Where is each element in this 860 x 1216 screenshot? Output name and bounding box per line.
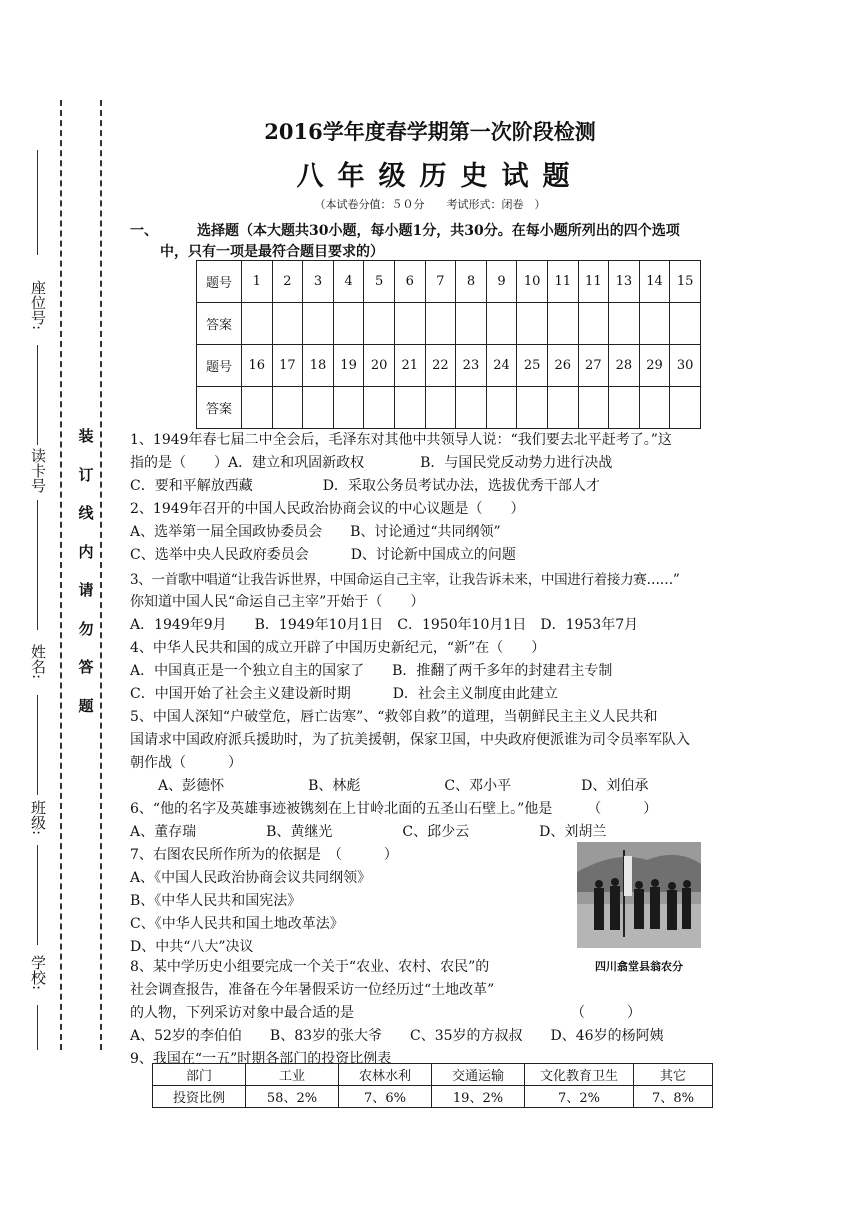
question-number: 26 bbox=[547, 345, 578, 387]
name-label: 姓名: bbox=[29, 644, 47, 680]
answer-cell[interactable] bbox=[394, 387, 425, 429]
farmers-photo-illustration bbox=[577, 842, 701, 948]
investment-table bbox=[152, 1063, 713, 1108]
question-number: 11 bbox=[547, 261, 578, 303]
answer-cell[interactable] bbox=[578, 387, 609, 429]
section-heading-line2: 中，只有一项是最符合题目要求的） bbox=[160, 244, 384, 260]
question-number: 1 bbox=[242, 261, 273, 303]
answer-cell[interactable] bbox=[517, 387, 548, 429]
seal-char: 答 bbox=[78, 658, 94, 676]
answer-cell[interactable] bbox=[456, 303, 487, 345]
answer-cell[interactable] bbox=[242, 387, 273, 429]
question-line: A、《中国人民政治协商会议共同纲领》 bbox=[130, 870, 372, 886]
photo-caption: 四川翕堂县翁农分 bbox=[595, 960, 683, 973]
question-number: 11 bbox=[578, 261, 609, 303]
answer-cell[interactable] bbox=[303, 303, 334, 345]
investment-cell: 58、2% bbox=[246, 1086, 339, 1108]
answer-cell[interactable] bbox=[303, 387, 334, 429]
question-number: 20 bbox=[364, 345, 395, 387]
question-line: A、董存瑞 B、黄继光 C、邱少云 D、刘胡兰 bbox=[130, 824, 607, 840]
answer-cell[interactable] bbox=[425, 387, 456, 429]
question-line: A．中国真正是一个独立自主的国家了 B．推翻了两千多年的封建君主专制 bbox=[130, 663, 613, 679]
question-line: C、选举中央人民政府委员会 D、讨论新中国成立的问题 bbox=[130, 547, 516, 563]
investment-cell: 投资比例 bbox=[153, 1086, 246, 1108]
question-label: 题号 bbox=[197, 345, 242, 387]
question-number: 5 bbox=[364, 261, 395, 303]
question-line: 4、中华人民共和国的成立开辟了中国历史新纪元，“新”在（ ） bbox=[130, 640, 546, 656]
answer-cell[interactable] bbox=[670, 387, 701, 429]
binding-dashed-line-outer bbox=[60, 100, 62, 1050]
question-line: 7、右图农民所作所为的依据是 （ ） bbox=[130, 847, 398, 863]
question-line: A．1949年9月 B．1949年10月1日 C．1950年10月1日 D．1953年7月 bbox=[130, 617, 639, 633]
answer-cell[interactable] bbox=[609, 387, 640, 429]
question-number: 10 bbox=[517, 261, 548, 303]
question-line: C、《中华人民共和国土地改革法》 bbox=[130, 916, 344, 932]
exam-subtitle: 八年级历史试题 bbox=[296, 161, 584, 192]
question-line: 6、“他的名字及英雄事迹被镌刻在上甘岭北面的五圣山石壁上。”他是 （ ） bbox=[130, 801, 658, 817]
question-number: 25 bbox=[517, 345, 548, 387]
seal-char: 订 bbox=[78, 465, 94, 484]
answer-cell[interactable] bbox=[272, 387, 303, 429]
question-line: A、52岁的李伯伯 B、83岁的张大爷 C、35岁的方叔叔 D、46岁的杨阿姨 bbox=[130, 1028, 664, 1044]
class-blank bbox=[37, 845, 38, 945]
answer-cell[interactable] bbox=[425, 303, 456, 345]
answer-grid bbox=[196, 260, 701, 429]
seal-char: 内 bbox=[78, 542, 94, 561]
answer-cell[interactable] bbox=[547, 303, 578, 345]
answer-label: 答案 bbox=[197, 303, 242, 345]
question-number: 15 bbox=[670, 261, 701, 303]
question-number: 29 bbox=[639, 345, 670, 387]
seal-char: 线 bbox=[78, 504, 94, 522]
question-line: 朝作战（ ） bbox=[130, 755, 242, 771]
question-line: 国请求中国政府派兵援助时，为了抗美援朝，保家卫国，中央政府便派谁为司令员率军队入 bbox=[130, 732, 690, 748]
answer-cell[interactable] bbox=[486, 387, 517, 429]
question-line: C．中国开始了社会主义建设新时期 D．社会主义制度由此建立 bbox=[130, 686, 558, 702]
question-number: 8 bbox=[456, 261, 487, 303]
section-heading-line1: 一、 选择题（本大题共30小题，每小题1分，共30分。在每小题所列出的四个选项 bbox=[130, 223, 680, 239]
answer-cell[interactable] bbox=[486, 303, 517, 345]
investment-cell: 7、2% bbox=[525, 1086, 634, 1108]
seat-number-label: 座位号: bbox=[29, 280, 47, 331]
answer-cell[interactable] bbox=[272, 303, 303, 345]
answer-cell[interactable] bbox=[639, 387, 670, 429]
question-line: A、彭德怀 B、林彪 C、邓小平 D、刘伯承 bbox=[130, 778, 649, 794]
question-line: 你知道中国人民“命运自己主宰”开始于（ ） bbox=[130, 594, 425, 610]
seal-char: 题 bbox=[78, 696, 94, 715]
answer-cell[interactable] bbox=[394, 303, 425, 345]
answer-cell[interactable] bbox=[242, 303, 273, 345]
investment-header: 部门 bbox=[153, 1064, 246, 1086]
seal-char: 请 bbox=[78, 581, 94, 599]
seal-char: 装 bbox=[78, 427, 94, 445]
binding-seal-text bbox=[76, 425, 96, 733]
question-number: 16 bbox=[242, 345, 273, 387]
question-line: 指的是（ ）A．建立和巩固新政权 B．与国民党反动势力进行决战 bbox=[130, 455, 613, 471]
investment-cell: 19、2% bbox=[432, 1086, 525, 1108]
question-number: 17 bbox=[272, 345, 303, 387]
school-label: 学校: bbox=[29, 955, 47, 991]
answer-cell[interactable] bbox=[364, 303, 395, 345]
answer-cell[interactable] bbox=[547, 387, 578, 429]
question-number: 4 bbox=[333, 261, 364, 303]
investment-header: 农林水利 bbox=[339, 1064, 432, 1086]
school-blank bbox=[37, 1005, 38, 1050]
investment-cell: 7、8% bbox=[634, 1086, 713, 1108]
investment-header: 其它 bbox=[634, 1064, 713, 1086]
investment-header: 文化教育卫生 bbox=[525, 1064, 634, 1086]
question-number: 28 bbox=[609, 345, 640, 387]
investment-header: 工业 bbox=[246, 1064, 339, 1086]
question-number: 19 bbox=[333, 345, 364, 387]
class-label: 班级: bbox=[29, 800, 47, 836]
question-line: B、《中华人民共和国宪法》 bbox=[130, 893, 302, 909]
investment-header-row bbox=[153, 1064, 713, 1086]
investment-cell: 7、6% bbox=[339, 1086, 432, 1108]
question-number: 9 bbox=[486, 261, 517, 303]
seal-char: 勿 bbox=[78, 619, 94, 638]
investment-header: 交通运输 bbox=[432, 1064, 525, 1086]
answer-cell[interactable] bbox=[517, 303, 548, 345]
answer-row bbox=[197, 387, 701, 429]
question-line: A、选举第一届全国政协委员会 B、讨论通过“共同纲领” bbox=[130, 524, 501, 540]
question-line: 5、中国人深知“户破堂危，唇亡齿寒”、“救邻自救”的道理，当朝鲜民主主义人民共和 bbox=[130, 709, 658, 725]
question-line: 社会调查报告，准备在今年暑假采访一位经历过“土地改革” bbox=[130, 982, 495, 998]
question-number: 7 bbox=[425, 261, 456, 303]
question-number: 24 bbox=[486, 345, 517, 387]
answer-cell[interactable] bbox=[333, 303, 364, 345]
question-number: 2 bbox=[272, 261, 303, 303]
question-number: 14 bbox=[639, 261, 670, 303]
answer-label: 答案 bbox=[197, 387, 242, 429]
question-line: 2、1949年召开的中国人民政治协商会议的中心议题是（ ） bbox=[130, 501, 525, 517]
answer-cell[interactable] bbox=[639, 303, 670, 345]
binding-dashed-line-inner bbox=[100, 100, 102, 1050]
answer-row bbox=[197, 303, 701, 345]
question-number-row bbox=[197, 345, 701, 387]
question-number: 23 bbox=[456, 345, 487, 387]
answer-cell[interactable] bbox=[364, 387, 395, 429]
question-number: 13 bbox=[609, 261, 640, 303]
answer-cell[interactable] bbox=[333, 387, 364, 429]
question-number: 6 bbox=[394, 261, 425, 303]
card-number-blank bbox=[37, 500, 38, 630]
card-number-label: 读卡号 bbox=[29, 448, 47, 493]
question-number: 18 bbox=[303, 345, 334, 387]
answer-cell[interactable] bbox=[670, 303, 701, 345]
question-number: 22 bbox=[425, 345, 456, 387]
question-line: C．要和平解放西藏 D．采取公务员考试办法，选拔优秀干部人才 bbox=[130, 478, 600, 494]
question-line: 的人物，下列采访对象中最合适的是 （ ） bbox=[130, 1005, 641, 1021]
answer-cell[interactable] bbox=[456, 387, 487, 429]
answer-cell[interactable] bbox=[578, 303, 609, 345]
question-label: 题号 bbox=[197, 261, 242, 303]
question-line: 1、1949年春七届二中全会后，毛泽东对其他中共领导人说：“我们要去北平赶考了。”这 bbox=[130, 432, 672, 448]
question-line: 8、某中学历史小组要完成一个关于“农业、农村、农民”的 bbox=[130, 959, 490, 975]
exam-title: 2016学年度春学期第一次阶段检测 bbox=[264, 119, 596, 144]
exam-info: （本试卷分值：５０分 考试形式：闭卷 ） bbox=[314, 198, 546, 211]
question-number-row bbox=[197, 261, 701, 303]
farmers-photo bbox=[577, 842, 701, 948]
answer-cell[interactable] bbox=[609, 303, 640, 345]
name-blank bbox=[37, 695, 38, 795]
card-number-blank-top bbox=[37, 345, 38, 445]
question-number: 30 bbox=[670, 345, 701, 387]
question-line: 9、我国在“一五”时期各部门的投资比例表 bbox=[130, 1051, 392, 1067]
question-number: 3 bbox=[303, 261, 334, 303]
investment-value-row bbox=[153, 1086, 713, 1108]
question-number: 21 bbox=[394, 345, 425, 387]
question-line: 3、一首歌中唱道“让我告诉世界，中国命运自己主宰，让我告诉未来，中国进行着接力赛……” bbox=[130, 572, 680, 588]
question-number: 27 bbox=[578, 345, 609, 387]
question-line: D、中共“八大”决议 bbox=[130, 939, 254, 955]
